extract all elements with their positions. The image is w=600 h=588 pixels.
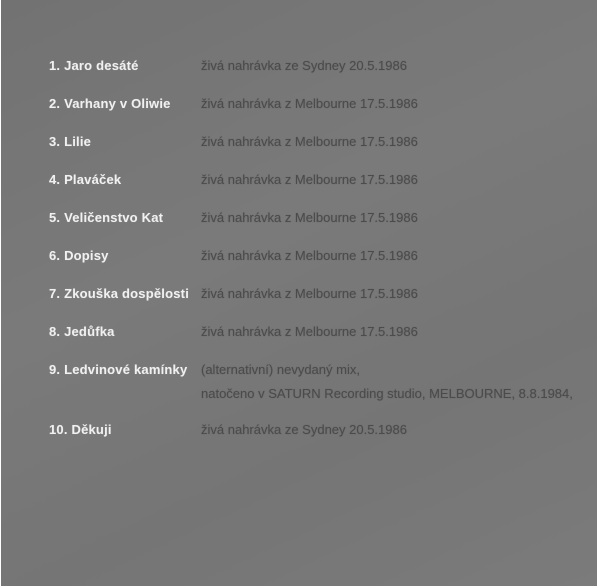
track-recording-info bbox=[201, 362, 573, 402]
track-recording-info bbox=[201, 422, 407, 438]
booklet-scan-page bbox=[1, 0, 597, 586]
track-title: Lilie bbox=[64, 134, 92, 149]
track-label bbox=[49, 422, 201, 438]
recording-info-line: živá nahrávka z Melbourne 17.5.1986 bbox=[201, 96, 418, 111]
track-row bbox=[49, 58, 579, 96]
track-row bbox=[49, 248, 579, 286]
track-label bbox=[49, 134, 201, 150]
track-label bbox=[49, 58, 201, 74]
track-number: 5. bbox=[49, 210, 61, 225]
track-title: Zkouška dospělosti bbox=[64, 286, 190, 301]
track-title: Ledvinové kamínky bbox=[64, 362, 188, 377]
track-row bbox=[49, 324, 579, 362]
tracklist bbox=[1, 0, 597, 460]
track-recording-info bbox=[201, 286, 418, 302]
track-label bbox=[49, 248, 201, 264]
track-row bbox=[49, 362, 579, 402]
recording-info-line: živá nahrávka z Melbourne 17.5.1986 bbox=[201, 286, 418, 301]
track-recording-info bbox=[201, 324, 418, 340]
track-row bbox=[49, 134, 579, 172]
track-number: 9. bbox=[49, 362, 61, 377]
track-title: Veličenstvo Kat bbox=[64, 210, 164, 225]
recording-info-line: živá nahrávka ze Sydney 20.5.1986 bbox=[201, 422, 407, 437]
track-recording-info bbox=[201, 58, 407, 74]
track-row bbox=[49, 96, 579, 134]
track-recording-info bbox=[201, 96, 418, 112]
track-recording-info bbox=[201, 248, 418, 264]
recording-info-line: (alternativní) nevydaný mix, bbox=[201, 362, 360, 377]
recording-info-line: natočeno v SATURN Recording studio, MELBOURNE, 8.8.1984, bbox=[201, 386, 573, 401]
track-recording-info bbox=[201, 210, 418, 226]
track-row bbox=[49, 210, 579, 248]
track-recording-info bbox=[201, 134, 418, 150]
track-number: 7. bbox=[49, 286, 61, 301]
recording-info-line: živá nahrávka z Melbourne 17.5.1986 bbox=[201, 324, 418, 339]
track-title: Děkuji bbox=[71, 422, 112, 437]
track-row bbox=[49, 172, 579, 210]
track-title: Plaváček bbox=[64, 172, 122, 187]
recording-info-line: živá nahrávka z Melbourne 17.5.1986 bbox=[201, 210, 418, 225]
track-label bbox=[49, 210, 201, 226]
track-label bbox=[49, 362, 201, 378]
recording-info-line: živá nahrávka z Melbourne 17.5.1986 bbox=[201, 248, 418, 263]
track-title: Jaro desáté bbox=[64, 58, 139, 73]
track-title: Varhany v Oliwie bbox=[64, 96, 171, 111]
track-number: 2. bbox=[49, 96, 61, 111]
track-number: 10. bbox=[49, 422, 68, 437]
recording-info-line: živá nahrávka z Melbourne 17.5.1986 bbox=[201, 172, 418, 187]
track-title: Jedůfka bbox=[64, 324, 115, 339]
track-number: 6. bbox=[49, 248, 61, 263]
track-label bbox=[49, 96, 201, 112]
recording-info-line: živá nahrávka z Melbourne 17.5.1986 bbox=[201, 134, 418, 149]
recording-info-line: živá nahrávka ze Sydney 20.5.1986 bbox=[201, 58, 407, 73]
track-label bbox=[49, 324, 201, 340]
track-number: 3. bbox=[49, 134, 61, 149]
track-title: Dopisy bbox=[64, 248, 109, 263]
track-row bbox=[49, 286, 579, 324]
track-number: 1. bbox=[49, 58, 61, 73]
track-label bbox=[49, 172, 201, 188]
track-number: 4. bbox=[49, 172, 61, 187]
track-number: 8. bbox=[49, 324, 61, 339]
track-label bbox=[49, 286, 201, 302]
track-row bbox=[49, 422, 579, 460]
track-recording-info bbox=[201, 172, 418, 188]
